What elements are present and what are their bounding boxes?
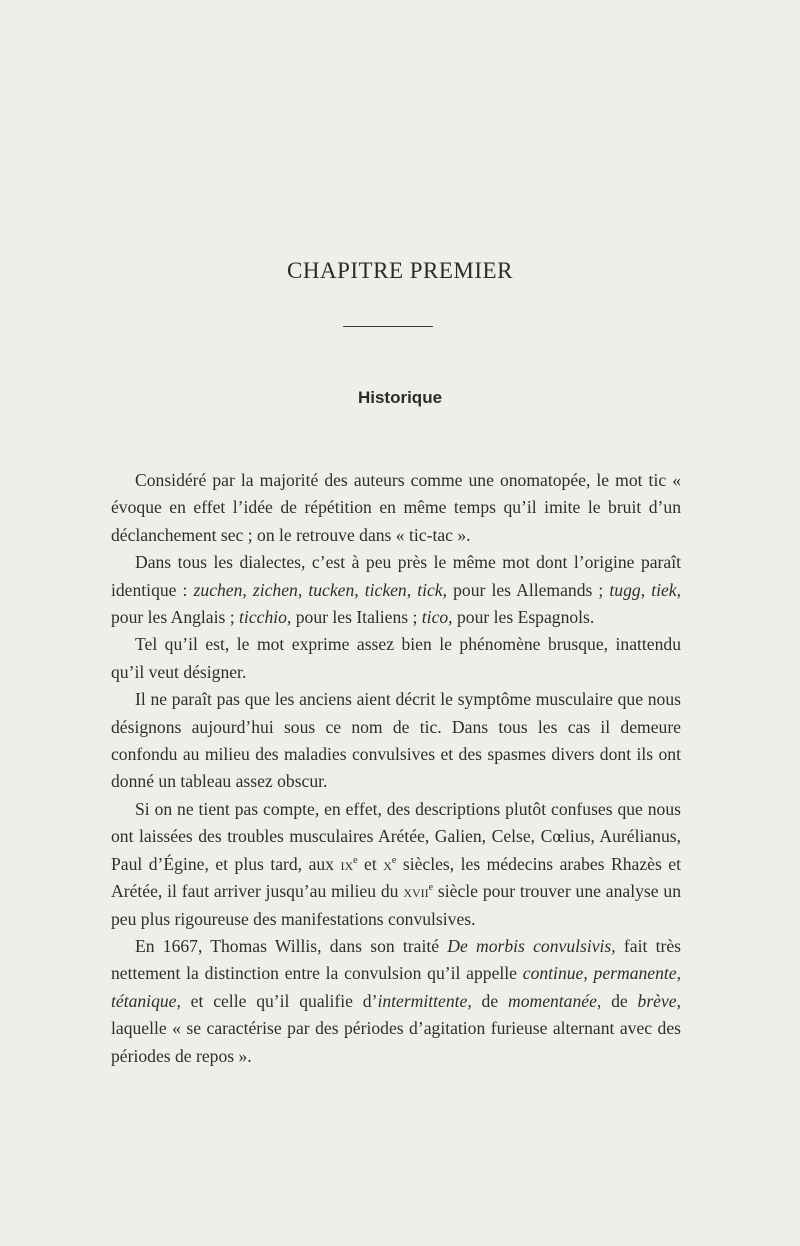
paragraph bbox=[111, 467, 681, 549]
chapter-title: CHAPITRE PREMIER bbox=[287, 258, 513, 283]
italic-text: tugg, tiek, bbox=[609, 579, 681, 600]
italic-text: ticchio, bbox=[239, 607, 292, 628]
text-segment: En 1667, Thomas Willis, dans son traité bbox=[135, 935, 448, 956]
superscript: e bbox=[391, 854, 397, 866]
text-segment: pour les Allemands ; bbox=[447, 579, 610, 600]
roman-numeral: ix bbox=[340, 853, 354, 874]
roman-numeral: x bbox=[383, 853, 392, 874]
text-segment: laquelle « se caractérise par des périodes d’agitation furieuse alternant avec des périodes de repos ». bbox=[111, 1018, 681, 1066]
text-segment: pour les Espagnols. bbox=[452, 607, 595, 628]
text-segment: Si on ne tient pas compte, en effet, des descriptions plutôt confuses que nous ont laissées des troubles musculaires Arétée, Galien, Celse, Cœlius, Aurélianus, Paul d’Égine, et plus tard, aux bbox=[111, 798, 681, 874]
italic-text: tico, bbox=[421, 607, 453, 628]
italic-text: momentanée, bbox=[507, 990, 602, 1011]
title-rule bbox=[343, 326, 433, 327]
text-segment: Considéré par la majorité des auteurs comme une onomatopée, le mot tic « évoque en effet l’idée de répétition en même temps qu’il imite le bruit d’un déclanchement sec ; on le retrouve dans « tic-tac ». bbox=[111, 470, 681, 545]
paragraph bbox=[111, 796, 681, 933]
text-segment: et celle qu’il qualifie d’ bbox=[180, 990, 378, 1011]
paragraph bbox=[111, 631, 681, 686]
italic-text: continue, permanente, tétanique, bbox=[111, 963, 681, 1011]
superscript: e bbox=[428, 882, 434, 894]
italic-text: zuchen, zichen, tucken, ticken, tick, bbox=[193, 579, 448, 600]
section-title: Historique bbox=[357, 388, 443, 407]
text-segment: Tel qu’il est, le mot exprime assez bien le phénomène brusque, inattendu qu’il veut désigner. bbox=[111, 634, 681, 682]
text-segment: pour les Italiens ; bbox=[291, 607, 422, 628]
text-segment: de bbox=[601, 990, 638, 1011]
text-segment: siècle pour trouver une analyse un peu plus rigoureuse des manifestations convulsives. bbox=[111, 881, 681, 929]
text-segment: et bbox=[357, 853, 384, 874]
text-segment: Dans tous les dialectes, c’est à peu près le même mot dont l’origine paraît identique : bbox=[111, 552, 681, 600]
text-segment: Il ne paraît pas que les anciens aient décrit le symptôme musculaire que nous désignons aujourd’hui sous ce nom de tic. Dans tous les cas il demeure confondu au milieu des maladies convulsives et des spasmes divers dont ils ont donné un tableau assez obscur. bbox=[111, 689, 681, 792]
superscript: e bbox=[353, 854, 358, 866]
text-segment: fait très nettement la distinction entre la convulsion qu’il appelle bbox=[111, 935, 681, 984]
body-text bbox=[111, 467, 681, 1070]
paragraph bbox=[111, 686, 681, 796]
italic-text: brève, bbox=[637, 990, 682, 1011]
roman-numeral: xvii bbox=[403, 881, 429, 902]
paragraph bbox=[111, 933, 681, 1070]
paragraph bbox=[111, 549, 681, 631]
text-segment: pour les Anglais ; bbox=[111, 607, 240, 628]
italic-text: intermittente, bbox=[377, 990, 472, 1011]
text-segment: de bbox=[471, 990, 508, 1011]
text-segment: siècles, les médecins arabes Rhazès et Arétée, il faut arriver jusqu’au milieu du bbox=[111, 853, 681, 902]
italic-text: De morbis convulsivis, bbox=[447, 935, 616, 956]
